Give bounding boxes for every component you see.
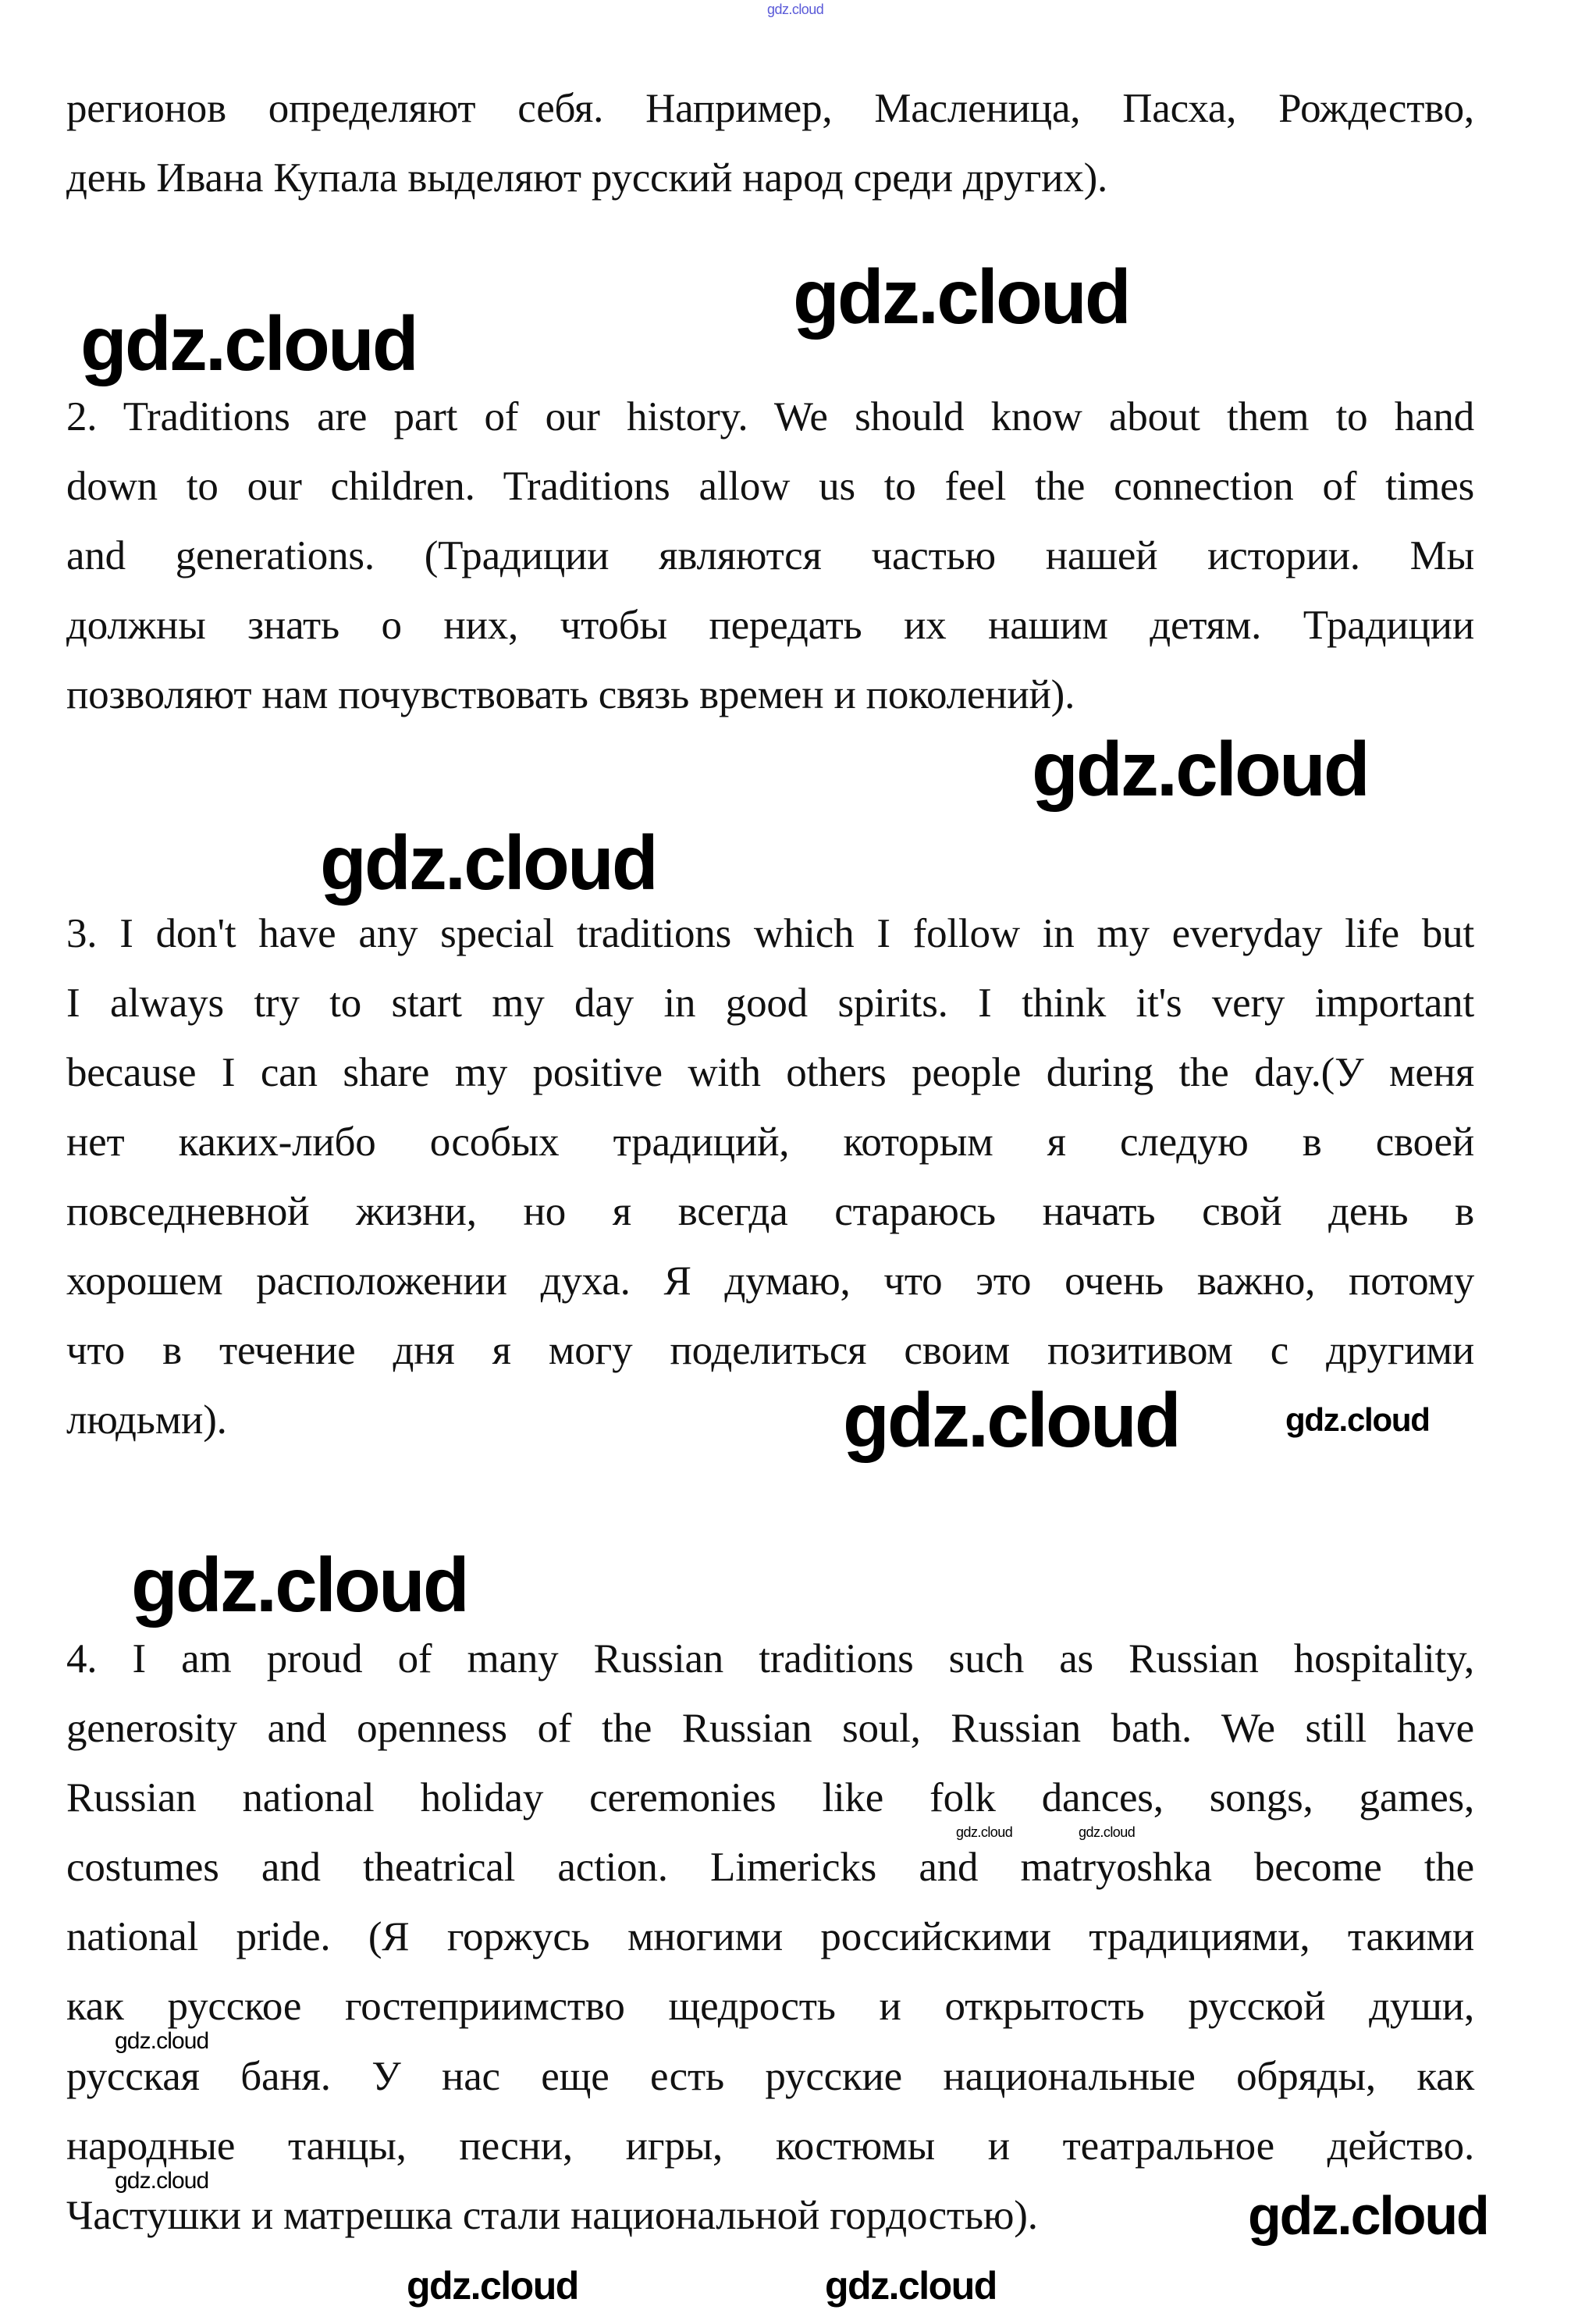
text-line: Частушки и матрешка стали национальной гордостью). (66, 2193, 1038, 2238)
text-line: должны знать о них, чтобы передать их нашим детям. Традиции (66, 603, 1474, 648)
text-line: хорошем расположении духа. Я думаю, что это очень важно, потому (66, 1258, 1474, 1304)
text-line: down to our children. Traditions allow us to feel the connection of times (66, 464, 1474, 509)
watermark: gdz.cloud (320, 820, 656, 906)
text-line: generosity and openness of the Russian soul, Russian bath. We still have (66, 1706, 1474, 1751)
text-line: national pride. (Я горжусь многими российскими традициями, такими (66, 1914, 1474, 1959)
text-line: что в течение дня я могу поделиться своим позитивом с другими (66, 1328, 1474, 1373)
text-line: costumes and theatrical action. Limericks and matryoshka become the (66, 1845, 1474, 1890)
text-line: 2. Traditions are part of our history. We should know about them to hand (66, 394, 1474, 440)
watermark: gdz.cloud (1285, 1401, 1430, 1438)
watermark: gdz.cloud (80, 301, 417, 386)
text-line: повседневной жизни, но я всегда стараюсь начать свой день в (66, 1189, 1474, 1234)
text-line: and generations. (Традиции являются частью нашей истории. Мы (66, 533, 1474, 578)
watermark: gdz.cloud (1032, 726, 1368, 812)
header-watermark: gdz.cloud (767, 2, 824, 17)
watermark: gdz.cloud (407, 2264, 578, 2308)
text-line: день Ивана Купала выделяют русский народ среди других). (66, 155, 1108, 201)
text-line: 4. I am proud of many Russian traditions such as Russian hospitality, (66, 1636, 1474, 1682)
watermark: gdz.cloud (793, 254, 1129, 340)
text-line: позволяют нам почувствовать связь времен и поколений). (66, 672, 1075, 717)
text-line: русская баня. У нас еще есть русские национальные обряды, как (66, 2054, 1474, 2099)
watermark: gdz.cloud (1079, 1824, 1136, 1840)
text-line: регионов определяют себя. Например, Масленица, Пасха, Рождество, (66, 86, 1474, 131)
watermark: gdz.cloud (843, 1377, 1179, 1463)
text-line: как русское гостеприимство щедрость и открытость русской души, (66, 1984, 1474, 2029)
text-line: народные танцы, песни, игры, костюмы и театральное действо. (66, 2123, 1474, 2169)
text-line: 3. I don't have any special traditions which I follow in my everyday life but (66, 911, 1474, 956)
text-line: I always try to start my day in good spirits. I think it's very important (66, 980, 1474, 1026)
text-line: because I can share my positive with others people during the day.(У меня (66, 1050, 1474, 1095)
text-line: людьми). (66, 1397, 227, 1443)
watermark: gdz.cloud (956, 1824, 1013, 1840)
watermark: gdz.cloud (825, 2264, 997, 2308)
watermark: gdz.cloud (131, 1542, 467, 1628)
text-line: нет каких-либо особых традиций, которым я следую в своей (66, 1119, 1474, 1165)
watermark: gdz.cloud (1248, 2185, 1488, 2246)
watermark: gdz.cloud (115, 2028, 209, 2054)
text-line: Russian national holiday ceremonies like folk dances, songs, games, (66, 1775, 1474, 1820)
watermark: gdz.cloud (115, 2168, 209, 2194)
